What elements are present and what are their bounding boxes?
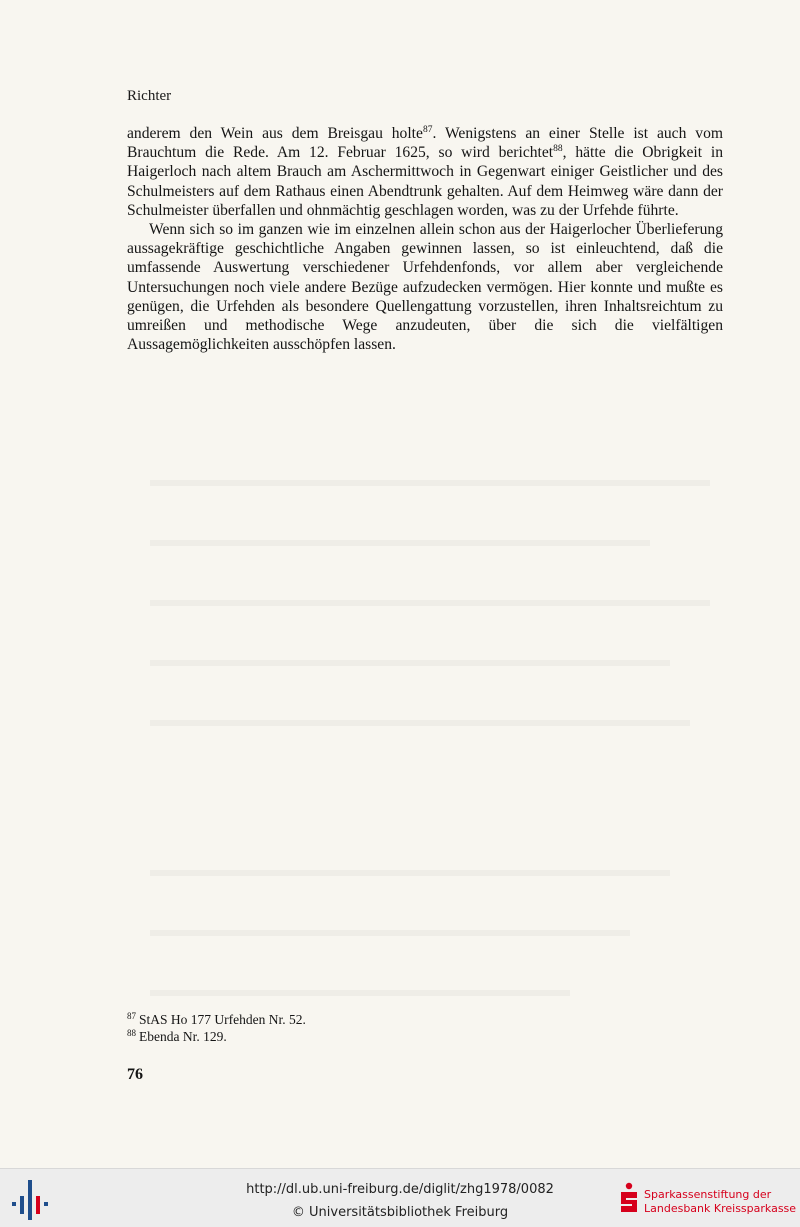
sparkasse-icon	[618, 1182, 640, 1216]
paragraph-1-part-2: . Wenigstens an einer Stelle ist auch vom Brauchtum die Rede. Am 12. Februar 1625, so wird berichtet	[127, 125, 723, 162]
footnote-text: Ebenda Nr. 129.	[139, 1029, 227, 1044]
body-text	[127, 124, 723, 354]
sponsor-logo[interactable]	[618, 1182, 797, 1218]
paragraph-1-part-3: , hätte die Obrigkeit in Haigerloch nach altem Brauch am Aschermittwoch in Gegenwart einiger Geistlicher und des Schulmeisters auf dem Rathaus einen Abendtrunk gehalten. Auf dem Heimweg wäre dann der Schulmeister überfallen und ohnmächtig geschlagen worden, was zu der Urfehde führte.	[127, 144, 723, 219]
source-url-link[interactable]: http://dl.ub.uni-freiburg.de/diglit/zhg1978/0082	[246, 1182, 554, 1197]
footnote-ref-88[interactable]: 88	[553, 144, 563, 155]
sponsor-text	[644, 1188, 796, 1216]
sponsor-line-1: Sparkassenstiftung der	[644, 1188, 772, 1201]
running-head: Richter	[127, 88, 172, 104]
bleed-through	[150, 660, 670, 666]
bleed-through	[150, 540, 650, 546]
footnote-number: 88	[127, 1027, 136, 1038]
footnote-88	[127, 1028, 627, 1045]
bleed-through	[150, 720, 690, 726]
sponsor-line-2: Landesbank Kreissparkasse	[644, 1202, 797, 1215]
footnote-87	[127, 1011, 627, 1028]
bleed-through	[150, 870, 670, 876]
bleed-through	[150, 930, 630, 936]
paragraph-2: Wenn sich so im ganzen wie im einzelnen allein schon aus der Haigerlocher Überlieferung aussagekräftige geschichtliche Angaben gewinnen lassen, so ist einleuchtend, daß die umfassende Auswertung verschiedener Urfehdenfonds, vor allem aber vergleichende Untersuchungen noch viele andere Bezüge aufzudecken vermögen. Hier konnte und mußte es genügen, die Urfehden als besondere Quellengattung vorzustellen, ihren Inhaltsreichtum zu umreißen und methodische Wege anzudeuten, über die sich die vielfältigen Aussagemöglichkeiten ausschöpfen lassen.	[127, 221, 723, 354]
page-number: 76	[127, 1066, 143, 1083]
bleed-through	[150, 600, 710, 606]
copyright-notice: © Universitätsbibliothek Freiburg	[291, 1205, 509, 1220]
footnote-number: 87	[127, 1010, 136, 1021]
footnotes	[127, 1011, 627, 1045]
paragraph-1-part-1: anderem den Wein aus dem Breisgau holte	[127, 125, 423, 142]
bleed-through	[150, 480, 710, 486]
footnote-text: StAS Ho 177 Urfehden Nr. 52.	[139, 1012, 306, 1027]
paragraph-1	[127, 124, 723, 220]
bleed-through	[150, 990, 570, 996]
footnote-ref-87[interactable]: 87	[422, 124, 433, 135]
